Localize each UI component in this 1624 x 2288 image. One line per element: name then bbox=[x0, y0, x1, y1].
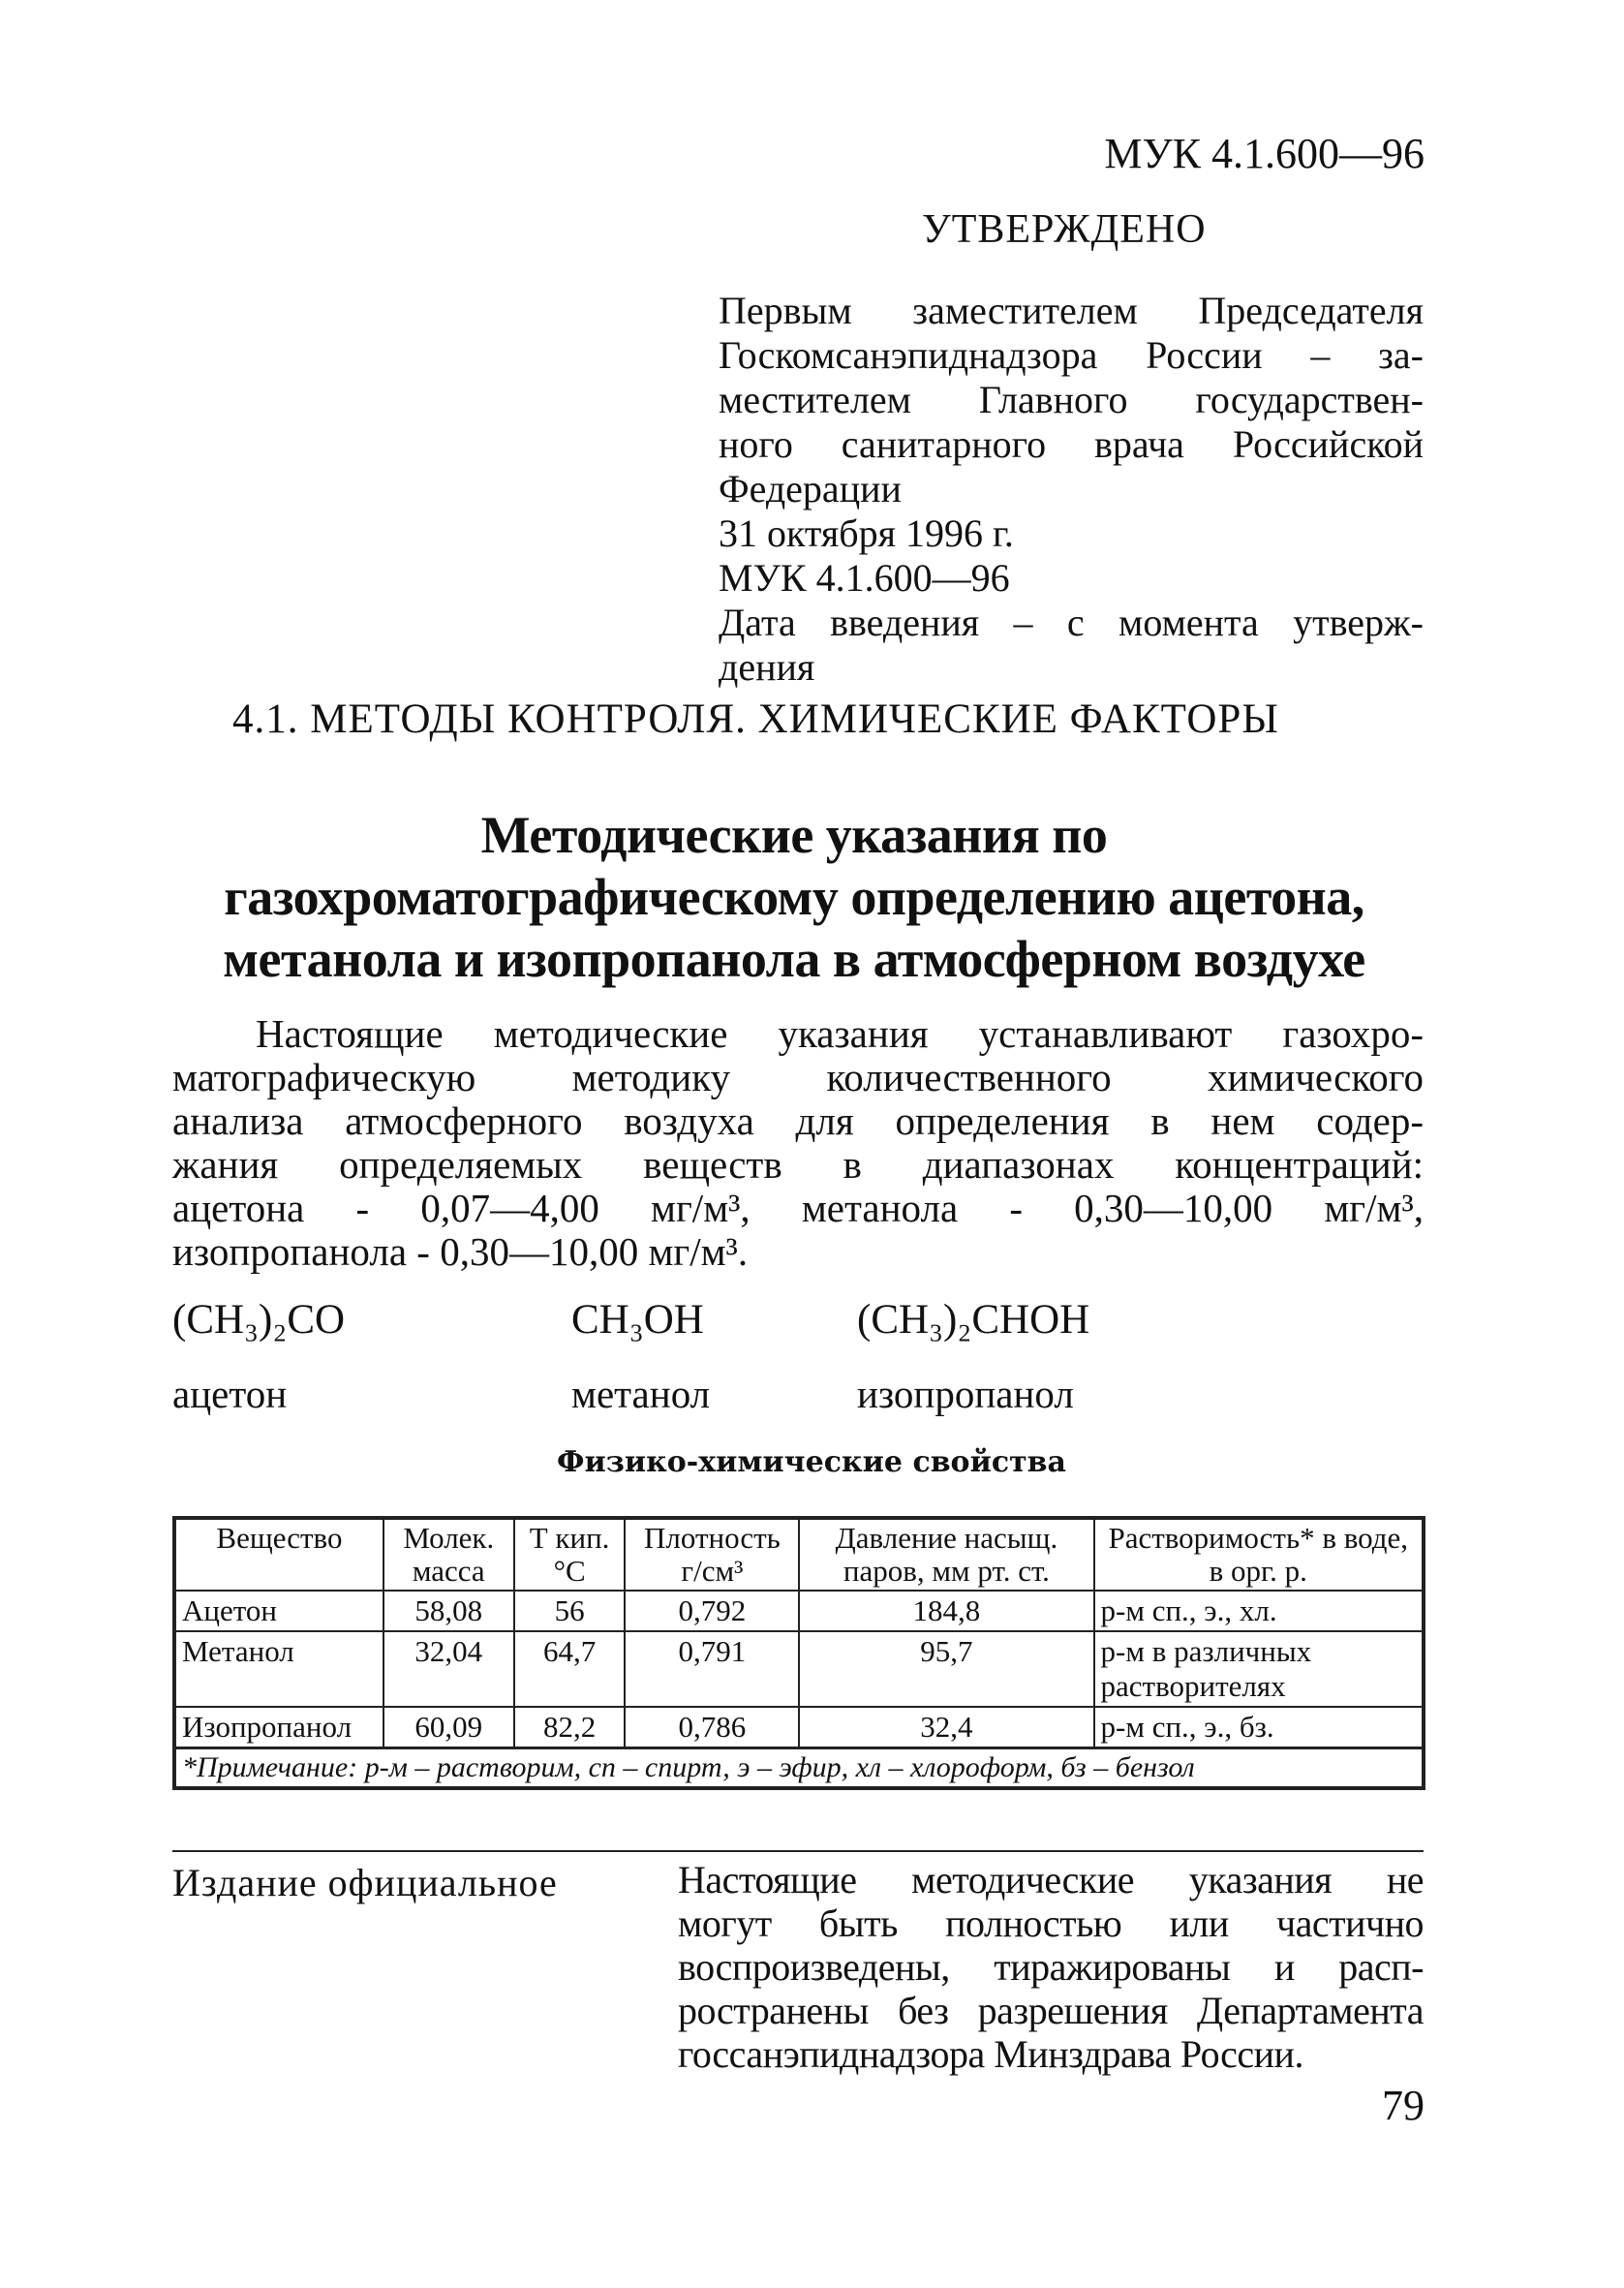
column-header: Вещество bbox=[175, 1519, 383, 1591]
table-cell: р-м сп., э., хл. bbox=[1094, 1591, 1423, 1631]
compound-name-methanol: метанол bbox=[571, 1372, 711, 1416]
notice-line: могут быть полностью или частично bbox=[678, 1902, 1424, 1945]
column-header: Молек. масса bbox=[383, 1519, 514, 1591]
section-heading: 4.1. МЕТОДЫ КОНТРОЛЯ. ХИМИЧЕСКИЕ ФАКТОРЫ bbox=[232, 696, 1279, 742]
table-row bbox=[175, 1631, 1423, 1707]
intro-line: Настоящие методические указания устанавливают газохро- bbox=[256, 1011, 1424, 1056]
compound-name-isopropanol: изопропанол bbox=[857, 1372, 1074, 1416]
table-header-row bbox=[175, 1519, 1423, 1591]
approval-doc-code: МУК 4.1.600—96 bbox=[719, 556, 1010, 600]
table-cell: Метанол bbox=[175, 1631, 383, 1707]
column-header: Плотность г/см³ bbox=[625, 1519, 799, 1591]
formula-acetone: (CH₃)₂CO bbox=[172, 1297, 346, 1343]
table-cell: р-м сп., э., бз. bbox=[1094, 1707, 1423, 1748]
title-line: Методические указания по bbox=[480, 806, 1108, 864]
table-caption: Физико-химические свойства bbox=[557, 1445, 1066, 1479]
column-header: Растворимость* в воде, в орг. р. bbox=[1094, 1519, 1423, 1591]
table-cell: Изопропанол bbox=[175, 1707, 383, 1748]
notice-line: госсанэпиднадзора Минздрава России. bbox=[678, 2032, 1303, 2076]
intro-line: ацетона - 0,07—4,00 мг/м³, метанола - 0,30—10,00 мг/м³, bbox=[172, 1186, 1424, 1230]
properties-table bbox=[172, 1516, 1425, 1790]
title-line: метанола и изопропанола в атмосферном воздухе bbox=[223, 930, 1365, 988]
copyright-notice bbox=[678, 1858, 1424, 2076]
column-header: Т кип. °С bbox=[514, 1519, 626, 1591]
table-cell: Ацетон bbox=[175, 1591, 383, 1631]
intro-line: жания определяемых веществ в диапазонах концентраций: bbox=[172, 1142, 1424, 1187]
approver-line: Первым заместителем Председателя bbox=[719, 289, 1424, 332]
table-cell: 64,7 bbox=[514, 1631, 626, 1707]
formula-isopropanol: (CH₃)₂CHOH bbox=[857, 1297, 1090, 1343]
formula-methanol: CH₃OH bbox=[571, 1297, 704, 1343]
table-cell: 184,8 bbox=[799, 1591, 1093, 1631]
table-note-row bbox=[175, 1748, 1423, 1788]
page-number: 79 bbox=[1382, 2082, 1425, 2129]
column-header: Давление насыщ. паров, мм рт. ст. bbox=[799, 1519, 1093, 1591]
table-cell: 32,4 bbox=[799, 1707, 1093, 1748]
approver-line: Госкомсанэпиднадзора России – за- bbox=[719, 333, 1424, 377]
table-cell: 0,792 bbox=[625, 1591, 799, 1631]
edition-label: Издание официальное bbox=[172, 1861, 558, 1904]
intro-line: анализа атмосферного воздуха для определения в нем содер- bbox=[172, 1098, 1424, 1143]
compound-name-acetone: ацетон bbox=[172, 1372, 288, 1416]
table-row bbox=[175, 1591, 1423, 1631]
table-footnote: *Примечание: р-м – растворим, сп – спирт, э – эфир, хл – хлороформ, бз – бензол bbox=[175, 1748, 1423, 1788]
table-cell: р-м в различных растворителях bbox=[1094, 1631, 1423, 1707]
table-cell: 82,2 bbox=[514, 1707, 626, 1748]
effective-date-line: Дата введения – с момента утверж- bbox=[719, 601, 1424, 644]
footer-divider bbox=[172, 1850, 1424, 1852]
table-cell: 32,04 bbox=[383, 1631, 514, 1707]
table-cell: 58,08 bbox=[383, 1591, 514, 1631]
table-cell: 0,791 bbox=[625, 1631, 799, 1707]
document-code: МУК 4.1.600—96 bbox=[1104, 130, 1425, 177]
notice-line: воспроизведены, тиражированы и расп- bbox=[678, 1945, 1424, 1989]
title-line: газохроматографическому определению ацетона, bbox=[224, 868, 1364, 926]
intro-paragraph bbox=[172, 1012, 1424, 1274]
table-cell: 0,786 bbox=[625, 1707, 799, 1748]
notice-line: ространены без разрешения Департамента bbox=[678, 1989, 1424, 2032]
approval-date: 31 октября 1996 г. bbox=[719, 511, 1014, 555]
approval-block bbox=[719, 289, 1424, 690]
effective-date-line: дения bbox=[719, 645, 815, 689]
approver-line: Федерации bbox=[719, 467, 902, 510]
approver-line: ного санитарного врача Российской bbox=[719, 422, 1424, 466]
intro-line: матографическую методику количественного химического bbox=[172, 1055, 1424, 1099]
approval-stamp-heading: УТВЕРЖДЕНО bbox=[922, 207, 1207, 252]
approver-line: местителем Главного государствен- bbox=[719, 378, 1424, 421]
table-cell: 95,7 bbox=[799, 1631, 1093, 1707]
notice-line: Настоящие методические указания не bbox=[678, 1858, 1424, 1902]
document-title bbox=[165, 804, 1424, 990]
table-row bbox=[175, 1707, 1423, 1748]
intro-line: изопропанола - 0,30—10,00 мг/м³. bbox=[172, 1229, 749, 1274]
table-cell: 56 bbox=[514, 1591, 626, 1631]
table-cell: 60,09 bbox=[383, 1707, 514, 1748]
